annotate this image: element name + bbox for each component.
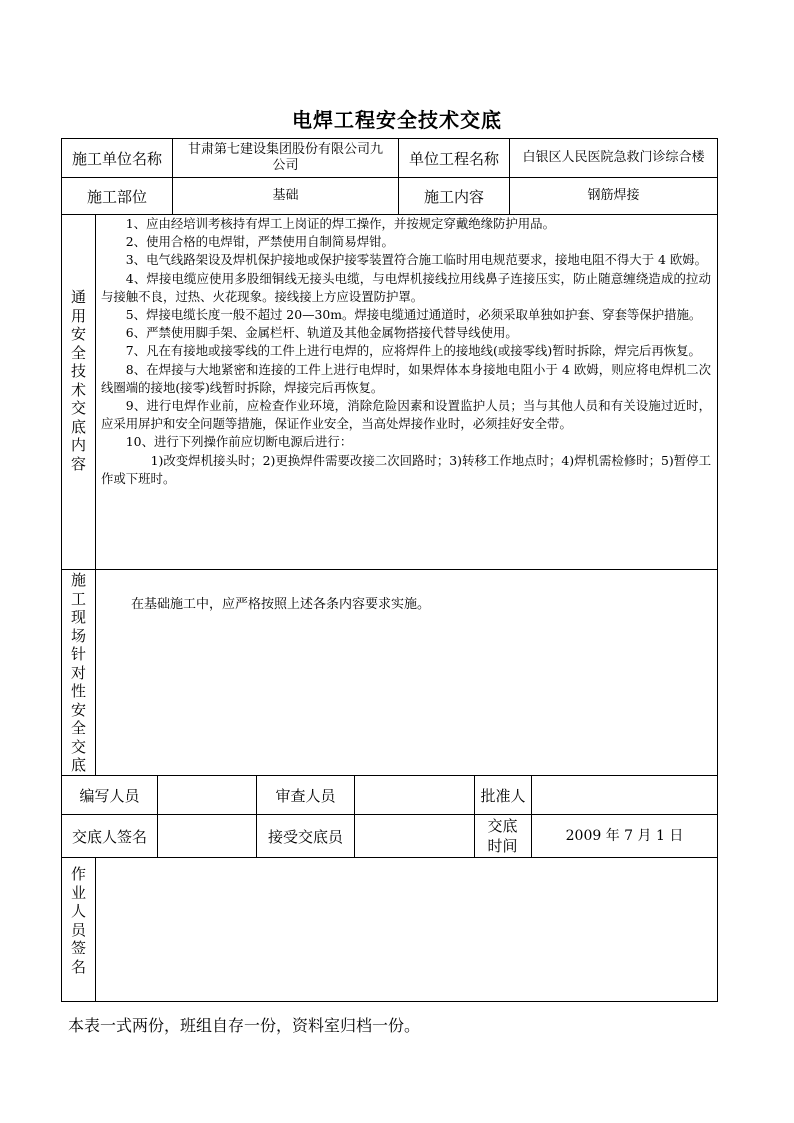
safety-item: 10、进行下列操作前应切断电源后进行：	[125, 434, 353, 450]
safety-item: 6、严禁使用脚手架、金属栏杆、轨道及其他金属物搭接代替导线使用。	[125, 325, 518, 341]
briefing-date-value: 2009 年 7 月 1 日	[565, 828, 684, 844]
safety-sub-item: 1)改变焊机接头时；2)更换焊件需要改接二次回路时；3)转移工作地点时；4)焊机需检修时；5)暂停工作或下班时。	[101, 452, 711, 486]
safety-item: 5、焊接电缆长度一般不超过 20—30m。焊接电缆通过通道时，必须采取单独如护套、穿套等保护措施。	[125, 307, 702, 323]
column-divider	[354, 775, 355, 858]
column-divider	[157, 775, 158, 858]
project-name-label: 单位工程名称	[408, 149, 499, 168]
table-border-left	[61, 138, 62, 1002]
project-name-value: 白银区人民医院急救门诊综合楼	[522, 150, 705, 165]
receiver-label: 接受交底员	[267, 827, 343, 846]
safety-item: 4、焊接电缆应使用多股细铜线无接头电缆，与电焊机接线拉用线鼻子连接压实，防止随意缠绕造成的拉动与接触不良，过热、火花现象。接线接上方应设置防护罩。	[101, 270, 711, 304]
briefing-time-label: 交底时间	[487, 817, 518, 855]
briefer-signature-label: 交底人签名	[71, 827, 147, 846]
reviewer-label: 审查人员	[275, 786, 336, 805]
column-divider	[95, 214, 96, 776]
row-divider	[61, 569, 718, 570]
unit-name-value: 甘肃第七建设集团股份有限公司九公司	[187, 142, 383, 173]
construction-content-value: 钢筋焊接	[587, 188, 640, 203]
approver-label: 批准人	[480, 786, 526, 805]
safety-item: 8、在焊接与大地紧密和连接的工件上进行电焊时，如果焊体本身接地电阻小于 4 欧姆，则应将电焊机二次线圈端的接地(接零)线暂时拆除，焊接完后再恢复。	[101, 361, 711, 395]
site-specific-label: 施工现场针对性安全交底	[70, 571, 86, 774]
writer-label: 编写人员	[79, 786, 140, 805]
site-specific-text: 在基础施工中，应严格按照上述各条内容要求实施。	[131, 597, 431, 612]
safety-item: 1、应由经培训考核持有焊工上岗证的焊工操作，并按规定穿戴绝缘防护用品。	[125, 216, 555, 231]
table-border-right	[717, 138, 718, 1002]
worker-signature-area[interactable]	[96, 858, 717, 1001]
worker-signature-label: 作业人员签名	[70, 865, 86, 976]
construction-part-value: 基础	[272, 188, 299, 203]
table-border-bottom	[61, 1001, 718, 1002]
unit-name-label: 施工单位名称	[71, 149, 162, 168]
safety-briefing-form	[61, 138, 718, 1002]
construction-part-label: 施工部位	[86, 187, 147, 206]
safety-item: 9、进行电焊作业前，应检查作业环境，消除危险因素和设置监护人员；当与其他人员和有关设施过近时，应采用屏护和安全问题等措施，保证作业安全，当高处焊接作业时，必须挂好安全带。	[101, 398, 711, 432]
general-safety-label: 通用安全技术交底内容	[70, 288, 86, 473]
general-safety-items	[101, 215, 711, 488]
construction-content-label: 施工内容	[423, 187, 484, 206]
page-title: 电焊工程安全技术交底	[292, 108, 502, 132]
safety-item: 2、使用合格的电焊钳，严禁使用自制简易焊钳。	[125, 234, 394, 250]
safety-item: 3、电气线路架设及焊机保护接地或保护接零装置符合施工临时用电规范要求，接地电阻不得大于 4 欧姆。	[125, 252, 708, 268]
row-divider	[61, 775, 718, 776]
safety-item: 7、凡在有接地或接零线的工件上进行电焊的，应将焊件上的接地线(或接零线)暂时拆除，焊完后再恢复。	[125, 343, 701, 359]
footer-note: 本表一式两份，班组自存一份，资料室归档一份。	[68, 1016, 421, 1035]
